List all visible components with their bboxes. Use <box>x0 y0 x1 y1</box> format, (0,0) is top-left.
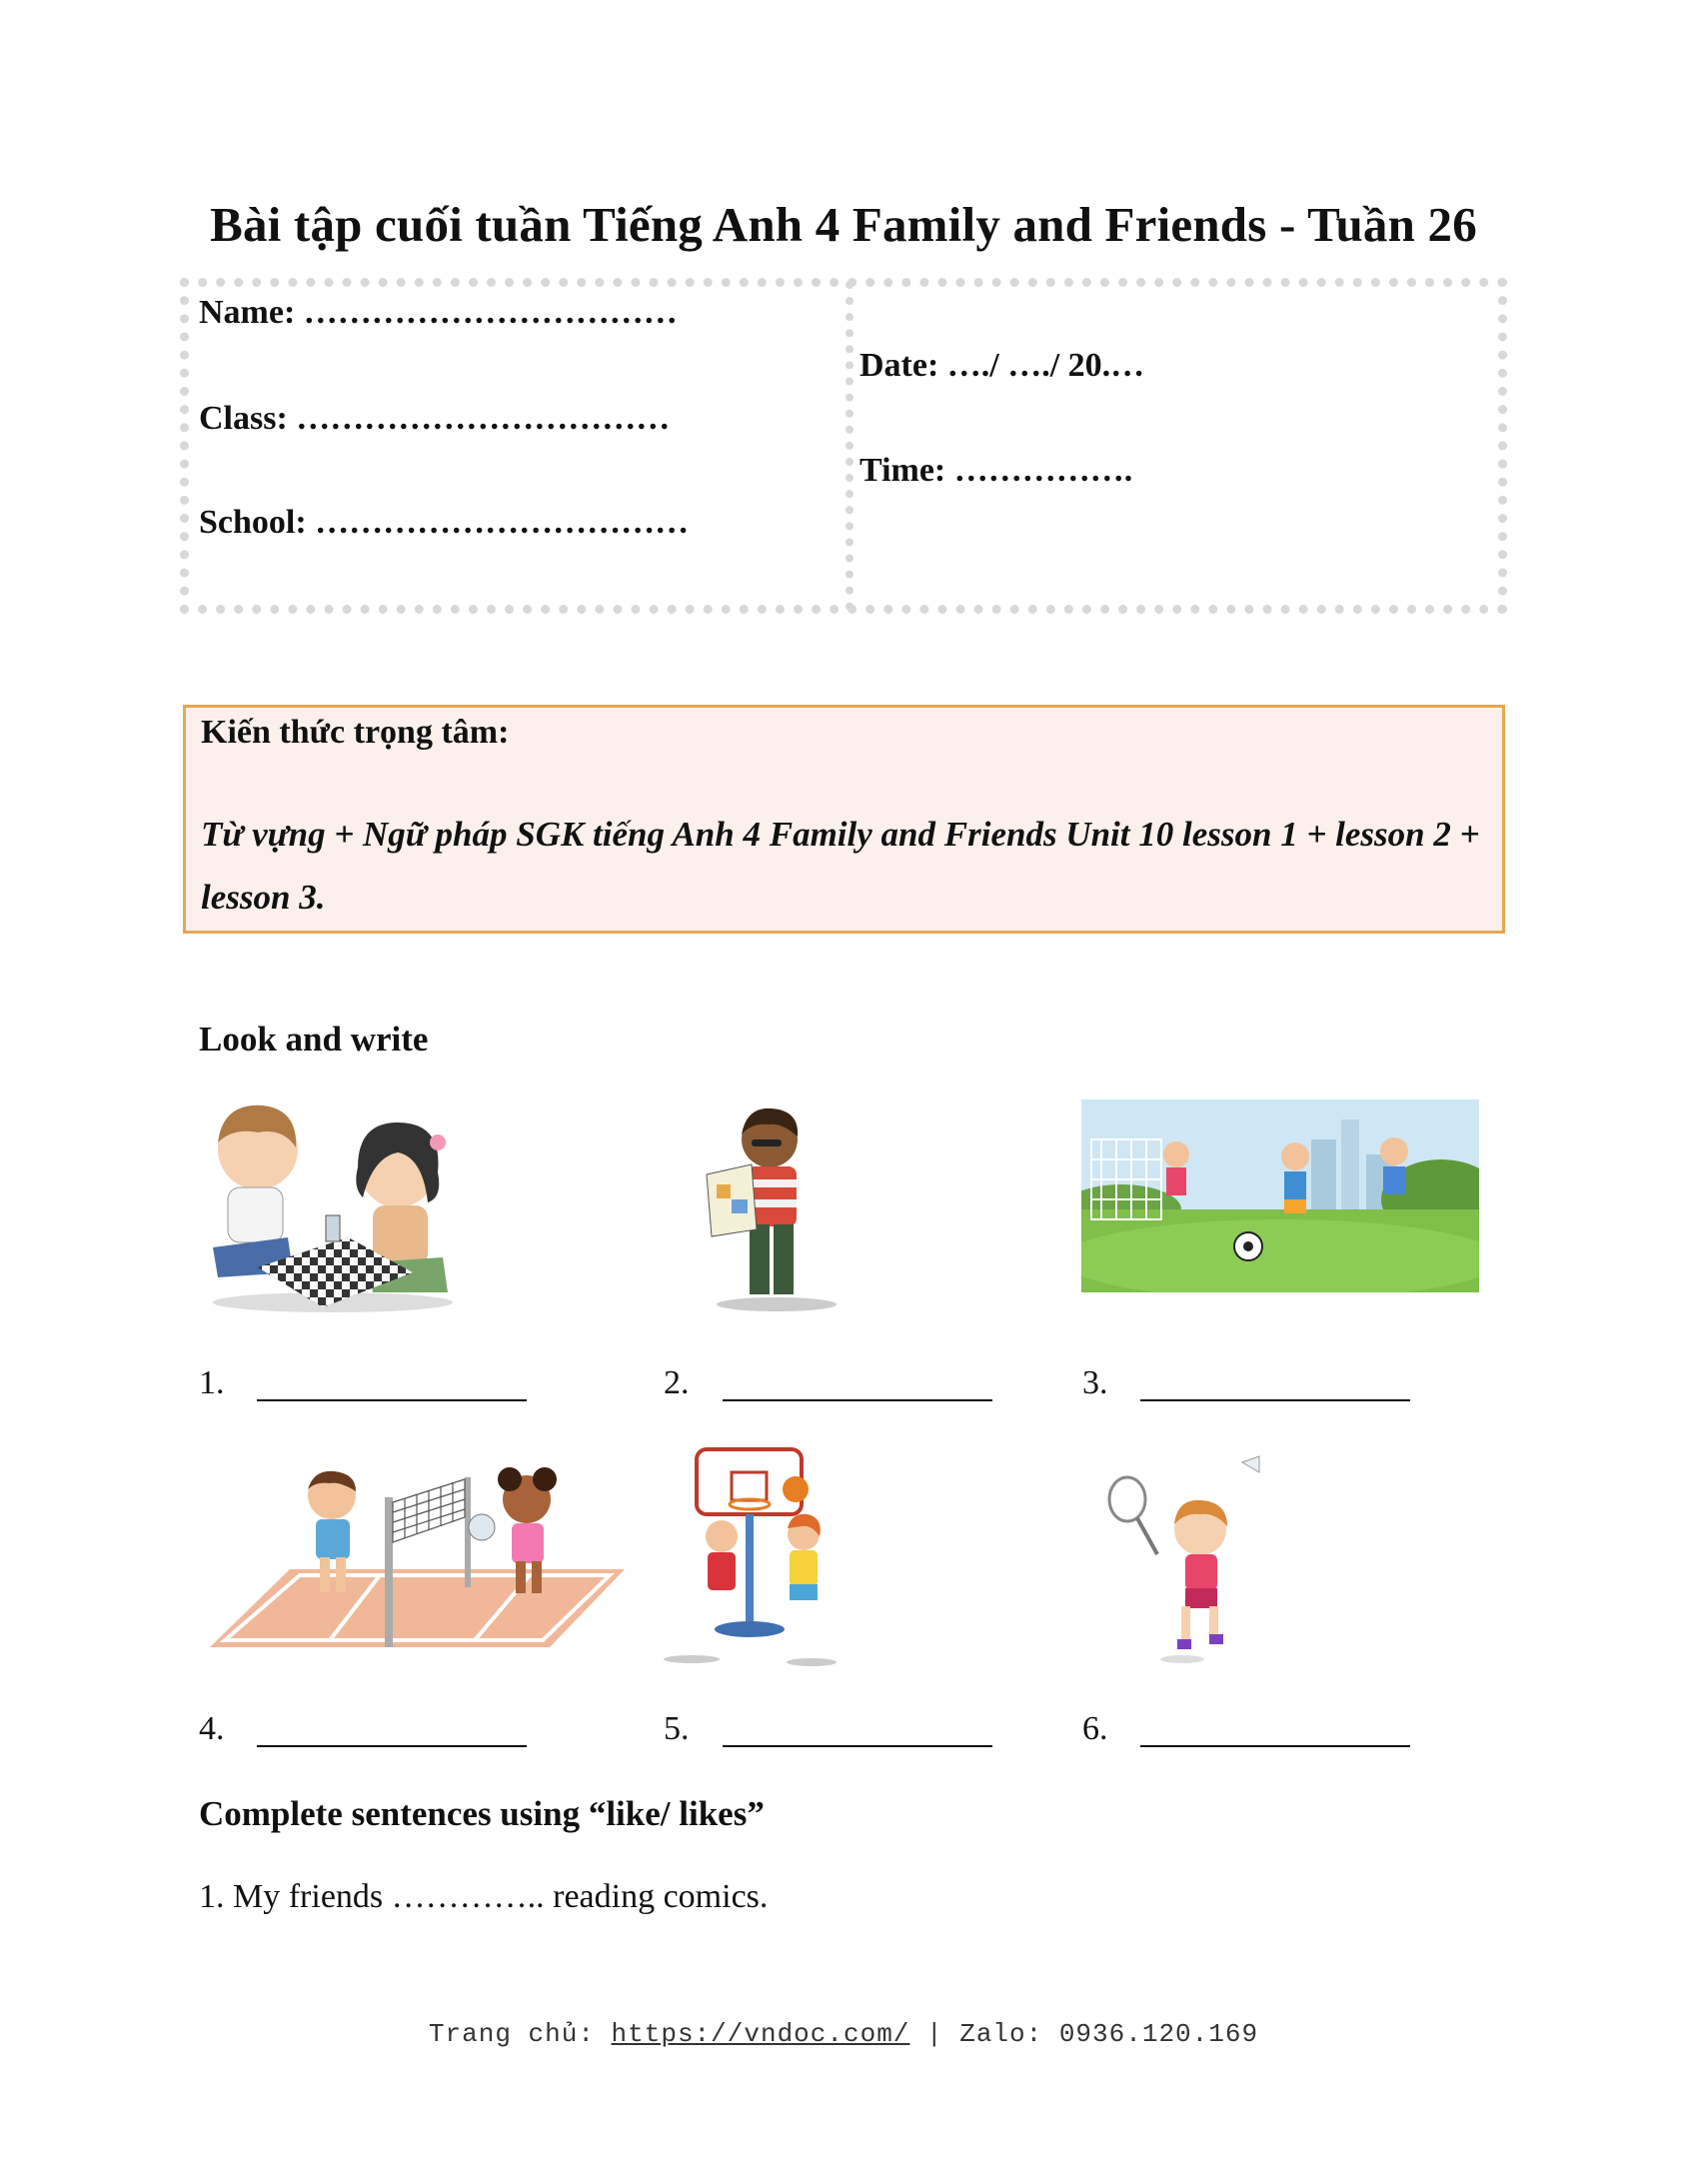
kids-playing-football-image <box>1081 1099 1479 1292</box>
answer-blank-3[interactable] <box>1140 1399 1410 1401</box>
answer-blank-2[interactable] <box>723 1399 992 1401</box>
answer-number: 3. <box>1082 1364 1108 1401</box>
time-field[interactable]: Time: ……………. <box>859 452 1133 489</box>
answer-blank-6[interactable] <box>1140 1745 1410 1747</box>
key-knowledge-title: Kiến thức trọng tâm: <box>201 714 510 751</box>
page-footer <box>0 2019 1687 2049</box>
key-knowledge-box <box>183 705 1505 934</box>
complete-sentences-heading: Complete sentences using “like/ likes” <box>199 1794 765 1833</box>
footer-label: Trang chủ: <box>428 2019 612 2049</box>
answer-number: 5. <box>664 1710 690 1747</box>
answer-blank-1[interactable] <box>257 1399 527 1401</box>
answer-blank-5[interactable] <box>723 1745 992 1747</box>
look-and-write-heading: Look and write <box>199 1020 429 1059</box>
answer-number: 2. <box>664 1364 690 1401</box>
chess-players-image <box>198 1097 473 1319</box>
homepage-link[interactable]: https://vndoc.com/ <box>611 2019 910 2049</box>
girl-playing-badminton-image <box>1097 1454 1267 1666</box>
sentence-1: 1. My friends ………….. reading comics. <box>199 1878 769 1915</box>
kids-playing-basketball-image <box>662 1444 866 1666</box>
footer-zalo: Zalo: 0936.120.169 <box>959 2019 1259 2049</box>
class-field[interactable]: Class: …………………………… <box>199 400 671 437</box>
page-title: Bài tập cuối tuần Tiếng Anh 4 Family and Friends - Tuần 26 <box>210 197 1477 252</box>
answer-number: 6. <box>1082 1710 1108 1747</box>
footer-separator: | <box>909 2019 960 2049</box>
name-field[interactable]: Name: …………………………… <box>199 294 678 331</box>
answer-number: 4. <box>199 1710 225 1747</box>
answer-number: 1. <box>199 1364 225 1401</box>
school-field[interactable]: School: …………………………… <box>199 504 690 541</box>
key-knowledge-body: Từ vựng + Ngữ pháp SGK tiếng Anh 4 Family and Friends Unit 10 lesson 1 + lesson 2 + lesson 3. <box>201 815 1480 917</box>
info-divider <box>845 281 853 611</box>
date-field[interactable]: Date: …./ …./ 20.… <box>859 347 1145 384</box>
answer-blank-4[interactable] <box>257 1745 527 1747</box>
boy-reading-comic-image <box>702 1104 842 1314</box>
kids-playing-volleyball-image <box>210 1457 625 1649</box>
